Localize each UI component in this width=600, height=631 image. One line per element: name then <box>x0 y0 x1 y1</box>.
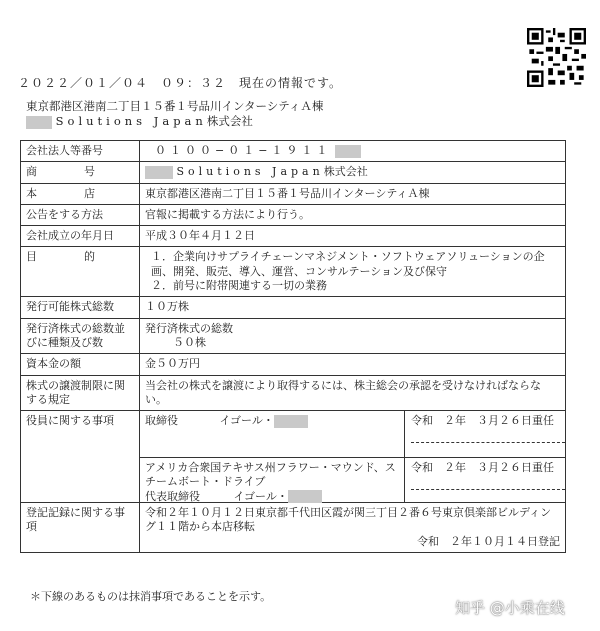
redaction-bar <box>274 415 308 428</box>
row-records <box>21 503 566 553</box>
watermark: 知乎 @小乘在线 <box>455 599 565 617</box>
purpose-item: １．企業向けサプライチェーンマネジメント・ソフトウェアソリューションの企画、開発、販売、導入、運営、コンサルテーション及び保守 <box>151 250 545 278</box>
row-capital <box>21 354 566 375</box>
value-officers <box>140 411 566 503</box>
strike-underline <box>411 481 565 490</box>
value-purpose <box>140 247 566 297</box>
label-authorized-shares: 発行可能株式総数 <box>21 297 140 318</box>
trade-name-suffix: 株式会社 <box>323 165 368 179</box>
row-purpose <box>21 247 566 297</box>
label-public-notice: 公告をする方法 <box>21 204 140 225</box>
value-transfer-restriction: 当会社の株式を譲渡により取得するには、株主総会の承認を受けなければならない。 <box>140 375 566 411</box>
label-corp-number: 会社法人等番号 <box>21 141 140 162</box>
officer-date: 令和 ２年 ３月２６日重任 <box>411 414 554 428</box>
row-authorized-shares <box>21 297 566 318</box>
officer-title: 代表取締役 <box>145 489 200 503</box>
value-capital: 金５０万円 <box>140 354 566 375</box>
header-address: 東京都港区港南二丁目１５番１号品川インターシティＡ棟 <box>26 99 324 113</box>
label-head-office: 本 店 <box>26 186 113 200</box>
qr-code-icon <box>527 28 586 87</box>
row-established <box>21 226 566 247</box>
label-officers: 役員に関する事項 <box>21 411 140 503</box>
officer-name: イゴール・ <box>233 489 288 503</box>
row-issued-shares <box>21 318 566 354</box>
redaction-bar <box>335 145 361 158</box>
header-company-latin: Solutions Japan <box>55 114 207 128</box>
label-issued-shares: 発行済株式の総数並びに種類及び数 <box>21 318 140 354</box>
strike-underline <box>411 434 565 443</box>
purpose-item: ２．前号に附帯関連する一切の業務 <box>151 279 327 293</box>
value-established: 平成３０年４月１２日 <box>140 226 566 247</box>
value-corp-number <box>140 141 566 162</box>
officer-name: イゴール・ <box>219 414 274 428</box>
header-company-suffix: 株式会社 <box>206 114 253 128</box>
row-public-notice <box>21 204 566 225</box>
registry-table <box>20 140 566 553</box>
label-capital: 資本金の額 <box>21 354 140 375</box>
row-head-office <box>21 183 566 204</box>
value-authorized-shares: １０万株 <box>140 297 566 318</box>
label-transfer-restriction: 株式の譲渡制限に関する規定 <box>21 375 140 411</box>
corp-number-value: ０１００−０１−１９１１ <box>155 144 332 157</box>
records-date: 令和 ２年１０月１４日登記 <box>417 534 560 548</box>
timestamp: ２０２２／０１／０４ ０９：３２ 現在の情報です。 <box>18 76 343 90</box>
value-head-office: 東京都港区港南二丁目１５番１号品川インターシティＡ棟 <box>140 183 566 204</box>
records-text: 令和２年１０月１２日東京都千代田区霞が関三丁目２番６号東京倶楽部ビルディング１１階から本店移転 <box>145 506 552 534</box>
issued-shares-line2: ５０株 <box>173 335 206 349</box>
value-public-notice: 官報に掲載する方法により行う。 <box>140 204 566 225</box>
redaction-bar <box>145 166 173 179</box>
officer-title: 取締役 <box>145 414 178 428</box>
redaction-bar <box>26 116 52 129</box>
label-records: 登記記録に関する事項 <box>21 503 140 553</box>
officer-date: 令和 ２年 ３月２６日重任 <box>411 461 554 475</box>
officer-address: アメリカ合衆国テキサス州フラワー・マウンド、スチームボート・ドライブ <box>145 461 396 489</box>
footer-note: ＊下線のあるものは抹消事項であることを示す。 <box>30 590 272 603</box>
label-established: 会社成立の年月日 <box>21 226 140 247</box>
value-records <box>140 503 566 553</box>
trade-name-latin: Solutions Japan <box>176 165 324 179</box>
issued-shares-line1: 発行済株式の総数 <box>145 321 233 335</box>
value-trade-name <box>140 162 566 183</box>
header-company <box>26 113 253 129</box>
value-issued-shares <box>140 318 566 354</box>
officer-entry <box>140 458 565 502</box>
row-transfer-restriction <box>21 375 566 411</box>
row-corp-number <box>21 141 566 162</box>
redaction-bar <box>288 490 322 503</box>
officer-entry <box>140 411 565 458</box>
label-trade-name: 商 号 <box>26 165 113 179</box>
label-purpose: 目 的 <box>26 250 113 264</box>
row-officers <box>21 411 566 503</box>
row-trade-name <box>21 162 566 183</box>
